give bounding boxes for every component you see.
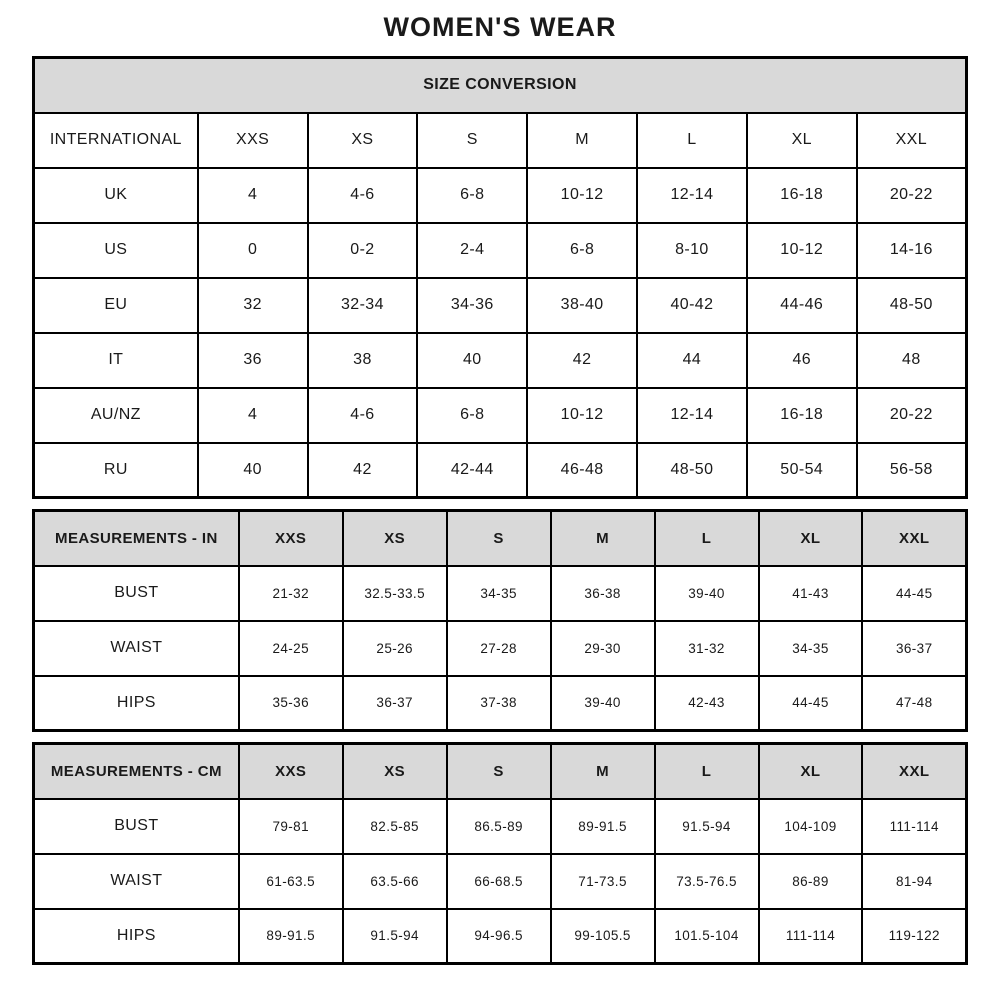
column-header-row xyxy=(34,113,967,168)
data-cell: 36 xyxy=(198,333,308,388)
row-label: US xyxy=(34,223,198,278)
table-row xyxy=(34,909,967,964)
data-cell: 4-6 xyxy=(308,388,418,443)
data-cell: 48-50 xyxy=(857,278,967,333)
table-row xyxy=(34,168,967,223)
data-cell: 91.5-94 xyxy=(655,799,759,854)
data-cell: 47-48 xyxy=(862,676,966,731)
data-cell: 42 xyxy=(308,443,418,498)
table-row xyxy=(34,799,967,854)
data-cell: 29-30 xyxy=(551,621,655,676)
size-column-header: XXL xyxy=(857,113,967,168)
table-title: SIZE CONVERSION xyxy=(34,58,967,113)
data-cell: 36-38 xyxy=(551,566,655,621)
data-cell: 32.5-33.5 xyxy=(343,566,447,621)
data-cell: 111-114 xyxy=(759,909,863,964)
data-cell: 0 xyxy=(198,223,308,278)
data-cell: 0-2 xyxy=(308,223,418,278)
row-label: EU xyxy=(34,278,198,333)
size-column-header: XS xyxy=(343,511,447,566)
size-column-header: XXL xyxy=(862,744,966,799)
data-cell: 8-10 xyxy=(637,223,747,278)
data-cell: 10-12 xyxy=(527,388,637,443)
size-conversion-table xyxy=(32,56,968,499)
data-cell: 44 xyxy=(637,333,747,388)
size-column-header: XS xyxy=(308,113,418,168)
data-cell: 32 xyxy=(198,278,308,333)
data-cell: 40 xyxy=(417,333,527,388)
size-column-header: S xyxy=(447,511,551,566)
data-cell: 35-36 xyxy=(239,676,343,731)
data-cell: 44-46 xyxy=(747,278,857,333)
table-row xyxy=(34,333,967,388)
data-cell: 86.5-89 xyxy=(447,799,551,854)
data-cell: 46 xyxy=(747,333,857,388)
row-label: HIPS xyxy=(34,909,239,964)
size-column-header: L xyxy=(655,744,759,799)
row-label: IT xyxy=(34,333,198,388)
table-row xyxy=(34,566,967,621)
table-row xyxy=(34,443,967,498)
data-cell: 82.5-85 xyxy=(343,799,447,854)
data-cell: 37-38 xyxy=(447,676,551,731)
data-cell: 91.5-94 xyxy=(343,909,447,964)
column-header-row xyxy=(34,744,967,799)
row-label: AU/NZ xyxy=(34,388,198,443)
column-header-row xyxy=(34,511,967,566)
data-cell: 56-58 xyxy=(857,443,967,498)
data-cell: 27-28 xyxy=(447,621,551,676)
size-column-header: S xyxy=(447,744,551,799)
data-cell: 20-22 xyxy=(857,388,967,443)
table-row xyxy=(34,676,967,731)
data-cell: 34-35 xyxy=(447,566,551,621)
data-cell: 40-42 xyxy=(637,278,747,333)
table-row xyxy=(34,621,967,676)
row-label: UK xyxy=(34,168,198,223)
row-label-column-header: MEASUREMENTS - CM xyxy=(34,744,239,799)
data-cell: 79-81 xyxy=(239,799,343,854)
data-cell: 101.5-104 xyxy=(655,909,759,964)
size-column-header: M xyxy=(551,511,655,566)
size-column-header: XL xyxy=(759,744,863,799)
table-row xyxy=(34,223,967,278)
data-cell: 42-44 xyxy=(417,443,527,498)
size-column-header: XXS xyxy=(239,511,343,566)
data-cell: 44-45 xyxy=(759,676,863,731)
size-column-header: M xyxy=(551,744,655,799)
data-cell: 39-40 xyxy=(551,676,655,731)
data-cell: 10-12 xyxy=(747,223,857,278)
data-cell: 12-14 xyxy=(637,388,747,443)
row-label: BUST xyxy=(34,799,239,854)
data-cell: 71-73.5 xyxy=(551,854,655,909)
page-title: WOMEN'S WEAR xyxy=(383,12,617,42)
size-column-header: M xyxy=(527,113,637,168)
data-cell: 4-6 xyxy=(308,168,418,223)
data-cell: 36-37 xyxy=(862,621,966,676)
data-cell: 63.5-66 xyxy=(343,854,447,909)
measurements-in-table xyxy=(32,509,968,732)
measurements-cm-table xyxy=(32,742,968,965)
data-cell: 6-8 xyxy=(417,388,527,443)
data-cell: 32-34 xyxy=(308,278,418,333)
data-cell: 42 xyxy=(527,333,637,388)
data-cell: 34-36 xyxy=(417,278,527,333)
data-cell: 73.5-76.5 xyxy=(655,854,759,909)
data-cell: 44-45 xyxy=(862,566,966,621)
size-column-header: S xyxy=(417,113,527,168)
data-cell: 50-54 xyxy=(747,443,857,498)
size-column-header: L xyxy=(655,511,759,566)
data-cell: 81-94 xyxy=(862,854,966,909)
size-column-header: XXS xyxy=(198,113,308,168)
data-cell: 10-12 xyxy=(527,168,637,223)
size-column-header: L xyxy=(637,113,747,168)
size-column-header: XL xyxy=(759,511,863,566)
data-cell: 2-4 xyxy=(417,223,527,278)
table-row xyxy=(34,278,967,333)
data-cell: 16-18 xyxy=(747,388,857,443)
data-cell: 94-96.5 xyxy=(447,909,551,964)
row-label: HIPS xyxy=(34,676,239,731)
data-cell: 4 xyxy=(198,388,308,443)
data-cell: 66-68.5 xyxy=(447,854,551,909)
row-label-column-header: INTERNATIONAL xyxy=(34,113,198,168)
data-cell: 20-22 xyxy=(857,168,967,223)
size-column-header: XL xyxy=(747,113,857,168)
data-cell: 89-91.5 xyxy=(239,909,343,964)
data-cell: 38 xyxy=(308,333,418,388)
data-cell: 40 xyxy=(198,443,308,498)
data-cell: 16-18 xyxy=(747,168,857,223)
data-cell: 36-37 xyxy=(343,676,447,731)
data-cell: 104-109 xyxy=(759,799,863,854)
data-cell: 38-40 xyxy=(527,278,637,333)
data-cell: 25-26 xyxy=(343,621,447,676)
size-column-header: XXL xyxy=(862,511,966,566)
table-row xyxy=(34,854,967,909)
row-label-column-header: MEASUREMENTS - IN xyxy=(34,511,239,566)
data-cell: 14-16 xyxy=(857,223,967,278)
data-cell: 61-63.5 xyxy=(239,854,343,909)
data-cell: 46-48 xyxy=(527,443,637,498)
data-cell: 4 xyxy=(198,168,308,223)
data-cell: 86-89 xyxy=(759,854,863,909)
data-cell: 6-8 xyxy=(417,168,527,223)
data-cell: 119-122 xyxy=(862,909,966,964)
data-cell: 24-25 xyxy=(239,621,343,676)
data-cell: 48-50 xyxy=(637,443,747,498)
row-label: WAIST xyxy=(34,854,239,909)
data-cell: 34-35 xyxy=(759,621,863,676)
data-cell: 99-105.5 xyxy=(551,909,655,964)
data-cell: 21-32 xyxy=(239,566,343,621)
table-title-row xyxy=(34,58,967,113)
data-cell: 111-114 xyxy=(862,799,966,854)
table-row xyxy=(34,388,967,443)
row-label: RU xyxy=(34,443,198,498)
data-cell: 48 xyxy=(857,333,967,388)
data-cell: 42-43 xyxy=(655,676,759,731)
data-cell: 12-14 xyxy=(637,168,747,223)
row-label: WAIST xyxy=(34,621,239,676)
data-cell: 41-43 xyxy=(759,566,863,621)
data-cell: 39-40 xyxy=(655,566,759,621)
data-cell: 89-91.5 xyxy=(551,799,655,854)
size-column-header: XXS xyxy=(239,744,343,799)
size-column-header: XS xyxy=(343,744,447,799)
data-cell: 31-32 xyxy=(655,621,759,676)
row-label: BUST xyxy=(34,566,239,621)
data-cell: 6-8 xyxy=(527,223,637,278)
